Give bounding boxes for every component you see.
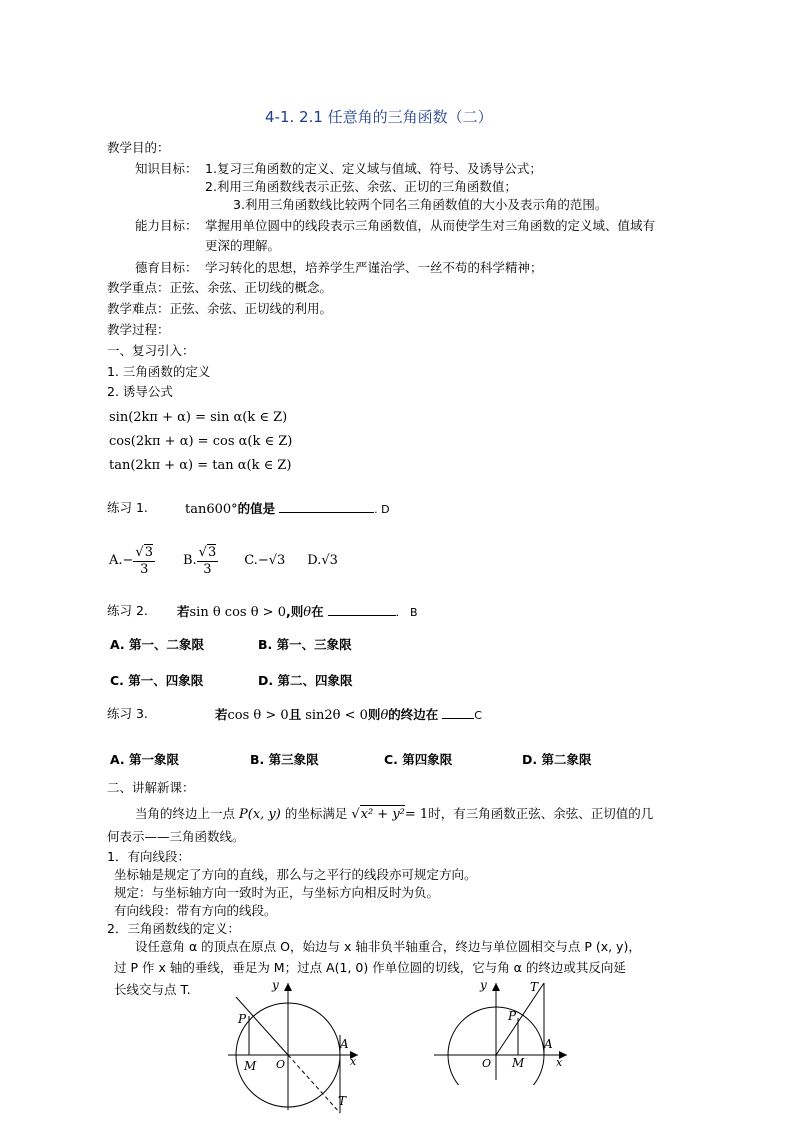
label-T-left: T bbox=[338, 1094, 347, 1108]
ex2-q-pre: 若 bbox=[177, 604, 190, 619]
y-arrow-right bbox=[492, 983, 500, 991]
label-T-right: T bbox=[530, 980, 539, 994]
ex2-question bbox=[177, 602, 418, 622]
ex1-options bbox=[109, 540, 338, 581]
sec1-line-2: 规定：与坐标轴方向一致时为正，与坐标方向相反时为负。 bbox=[114, 885, 440, 900]
sec2-line-3: 长线交与点 T. bbox=[114, 982, 191, 997]
ex1-opt-b-fraction: $\frac{√3}{3}$ bbox=[198, 544, 217, 577]
moral-label: 德育目标： bbox=[135, 260, 198, 275]
page-title: 4-1. 2.1 任意角的三角函数（二） bbox=[265, 108, 493, 126]
label-x-right: x bbox=[556, 1056, 563, 1069]
ex1-opt-b-den: 3 bbox=[203, 561, 212, 577]
ex1-opt-a-root: 3 bbox=[144, 544, 153, 560]
ex2-label: 练习 2. bbox=[107, 603, 148, 618]
label-M-left: M bbox=[244, 1059, 257, 1073]
ex2-theta: θ bbox=[303, 605, 312, 620]
ex2-answer: . B bbox=[395, 606, 418, 619]
ability-line-2: 更深的理解。 bbox=[205, 238, 281, 253]
ex2-opt-d: D. 第二、四象限 bbox=[258, 673, 353, 688]
key-points: 教学重点：正弦、余弦、正切线的概念。 bbox=[107, 280, 333, 295]
ex1-expr: tan600° bbox=[185, 502, 238, 517]
para1-line-1: 当角的终边上一点 P(x, y) 的坐标满足 √x² + y²= 1时，有三角函数正弦、余弦、正切值的几 bbox=[135, 806, 654, 822]
knowledge-label: 知识目标： bbox=[135, 161, 198, 176]
para1-point: P(x, y) bbox=[239, 807, 281, 822]
ex1-question bbox=[185, 499, 390, 519]
para1-eq: = 1 bbox=[404, 807, 429, 822]
unit-circle-figure-right bbox=[432, 975, 582, 1085]
label-P-right: P bbox=[508, 1009, 517, 1023]
ex2-opt-b: B. 第一、三象限 bbox=[258, 637, 352, 652]
knowledge-item-2: 2.利用三角函数线表示正弦、余弦、正切的三角函数值； bbox=[205, 179, 517, 194]
sec1-line-1: 坐标轴是规定了方向的直线，那么与之平行的线段亦可规定方向。 bbox=[114, 867, 477, 882]
ex1-answer: . D bbox=[374, 503, 390, 516]
label-A-right: A bbox=[544, 1037, 553, 1051]
para1-a: 当角的终边上一点 bbox=[135, 806, 236, 821]
ex3-opt-a: A. 第一象限 bbox=[110, 752, 180, 767]
ability-line-1: 掌握用单位圆中的线段表示三角函数值，从而使学生对三角函数的定义域、值域有 bbox=[205, 218, 656, 233]
y-arrow-left bbox=[284, 983, 292, 991]
ex1-opt-b-prefix: B. bbox=[182, 553, 197, 568]
sec2-heading: 2．三角函数线的定义： bbox=[107, 921, 240, 936]
label-M-right: M bbox=[512, 1056, 525, 1070]
ex2-opt-c: C. 第一、四象限 bbox=[110, 673, 204, 688]
ex3-blank bbox=[442, 705, 474, 719]
para1-expr: x² + y² bbox=[360, 807, 405, 822]
ex1-opt-b-root: 3 bbox=[207, 544, 217, 560]
ex3-q-and: 且 bbox=[288, 707, 302, 722]
ex1-opt-c: C.−√3 bbox=[244, 553, 286, 568]
label-x-left: x bbox=[350, 1055, 357, 1068]
knowledge-item-3: 3.利用三角函数线比较两个同名三角函数值的大小及表示角的范围。 bbox=[233, 197, 608, 212]
formula-cos: cos(2kπ + α) = cos α(k ∈ Z) bbox=[109, 434, 293, 449]
label-A-left: A bbox=[340, 1037, 349, 1051]
ex3-q-pre: 若 bbox=[215, 707, 228, 722]
ex2-blank bbox=[328, 602, 396, 616]
ex3-expr-1: cos θ > 0 bbox=[227, 708, 289, 723]
para1-line-2: 何表示——三角函数线。 bbox=[107, 829, 245, 844]
ex3-label: 练习 3. bbox=[107, 706, 148, 721]
objectives-heading: 教学目的： bbox=[107, 140, 170, 155]
review-heading: 一、复习引入： bbox=[107, 343, 195, 358]
ex2-q-mid: ,则 bbox=[285, 604, 304, 619]
extension-line-left bbox=[288, 1055, 340, 1113]
label-y-left: y bbox=[272, 978, 279, 992]
review-item-1: 1. 三角函数的定义 bbox=[107, 364, 211, 379]
formula-sin: sin(2kπ + α) = sin α(k ∈ Z) bbox=[109, 410, 288, 425]
new-heading: 二、讲解新课： bbox=[107, 780, 195, 795]
ex3-question bbox=[215, 705, 482, 725]
ex2-opt-a: A. 第一、二象限 bbox=[110, 637, 205, 652]
para1-c: 时，有三角函数正弦、余弦、正切值的几 bbox=[428, 806, 654, 821]
ability-label: 能力目标： bbox=[135, 218, 198, 233]
label-O-right: O bbox=[482, 1057, 492, 1070]
ex2-q-post: 在 bbox=[311, 604, 324, 619]
ex3-opt-d: D. 第二象限 bbox=[522, 752, 592, 767]
ex3-theta: θ bbox=[380, 708, 389, 723]
ex3-expr-2: sin2θ < 0 bbox=[305, 708, 368, 723]
sec1-heading: 1．有向线段： bbox=[107, 849, 190, 864]
ex1-opt-a-den: 3 bbox=[140, 561, 149, 577]
ex1-opt-a-prefix: A.− bbox=[109, 553, 134, 568]
ex2-expr: sin θ cos θ > 0 bbox=[189, 605, 286, 620]
ex1-label: 练习 1. bbox=[107, 500, 148, 515]
label-P-left: P bbox=[238, 1012, 247, 1026]
label-y-right: y bbox=[480, 978, 487, 992]
sec2-line-1: 设任意角 α 的顶点在原点 O，始边与 x 轴非负半轴重合，终边与单位圆相交与点 P (x, y)， bbox=[135, 939, 641, 954]
ex3-opt-c: C. 第四象限 bbox=[384, 752, 453, 767]
sec2-line-2: 过 P 作 x 轴的垂线，垂足为 M；过点 A(1, 0) 作单位圆的切线，它与角 α 的终边或其反向延 bbox=[114, 960, 626, 975]
terminal-side-left bbox=[236, 997, 288, 1055]
ex1-qtext: 的值是 bbox=[237, 501, 276, 516]
label-O-left: O bbox=[276, 1058, 286, 1071]
ex1-opt-d: D.√3 bbox=[307, 553, 338, 568]
ex3-q-post: 的终边在 bbox=[388, 707, 439, 722]
formula-tan: tan(2kπ + α) = tan α(k ∈ Z) bbox=[109, 458, 292, 473]
difficult-points: 教学难点：正弦、余弦、正切线的利用。 bbox=[107, 301, 333, 316]
process-heading: 教学过程： bbox=[107, 322, 170, 337]
knowledge-item-1: 1.复习三角函数的定义、定义域与值域、符号、及诱导公式； bbox=[205, 161, 542, 176]
ex1-blank bbox=[279, 499, 374, 513]
ex3-opt-b: B. 第三象限 bbox=[250, 752, 319, 767]
sec1-line-3: 有向线段：带有方向的线段。 bbox=[114, 903, 277, 918]
unit-circle-figure-left bbox=[220, 975, 370, 1115]
ex1-opt-a-fraction: $\frac{√3}{3}$ bbox=[135, 544, 153, 577]
ex3-answer: C bbox=[474, 709, 482, 722]
ex3-q-mid: 则 bbox=[367, 707, 381, 722]
review-item-2: 2. 诱导公式 bbox=[107, 384, 173, 399]
moral-text: 学习转化的思想，培养学生严谨治学、一丝不苟的科学精神； bbox=[205, 260, 543, 275]
para1-b: 的坐标满足 bbox=[284, 806, 348, 821]
